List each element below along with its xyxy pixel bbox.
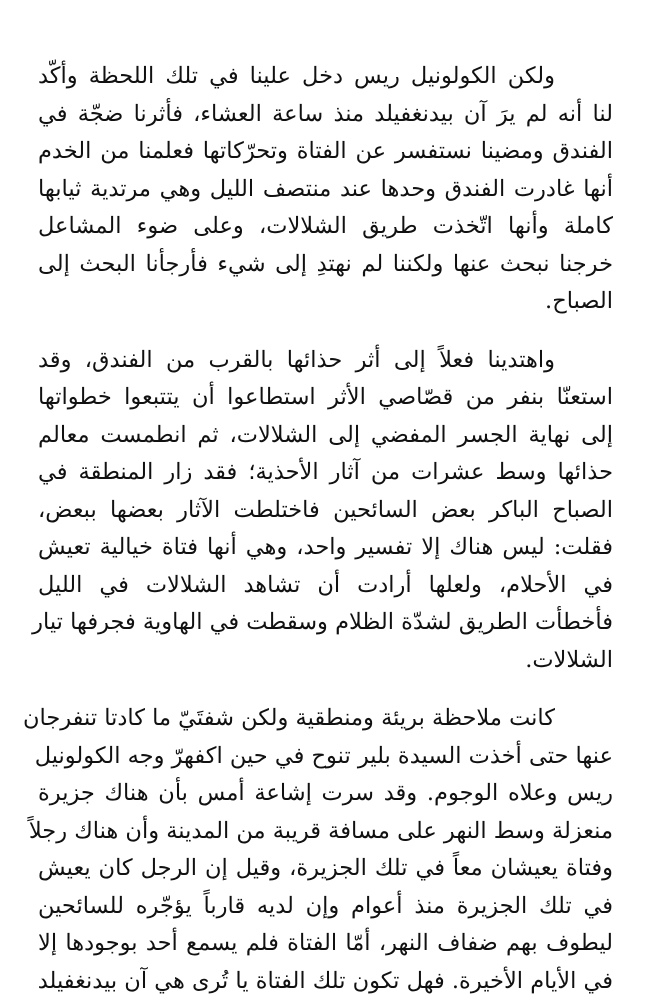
text-line: أنها غادرت الفندق وحدها عند منتصف الليل وهي مرتدية ثيابها <box>38 175 613 202</box>
text-line: كاملة وأنها اتّخذت طريق الشلالات، وعلى ضوء المشاعل <box>38 213 613 239</box>
paragraph-1 <box>38 58 613 321</box>
text-line: فأخطأت الطريق لشدّة الظلام وسقطت في الهاوية فجرفها تيار <box>32 609 613 635</box>
paragraph-3 <box>22 700 613 1000</box>
text-line: حذائها وسط عشرات من آثار الأحذية؛ فقد زار المنطقة في <box>38 459 613 485</box>
text-line: فقلت: ليس هناك إلا تفسير واحد، وهي أنها فتاة خيالية تعيش <box>38 534 613 560</box>
text-line: واهتدينا فعلاً إلى أثر حذائها بالقرب من الفندق، وقد <box>38 346 555 373</box>
text-line: عنها حتى أخذت السيدة بلير تنوح في حين اكفهرّ وجه الكولونيل <box>34 742 613 769</box>
text-line: استعنّا بنفر من قصّاصي الأثر استطاعوا أن يتتبعوا خطواتها <box>38 384 613 410</box>
text-line: ولكن الكولونيل ريس دخل علينا في تلك اللحظة وأكّد <box>38 63 555 89</box>
text-line: في الأيام الأخيرة. فهل تكون تلك الفتاة يا تُرى هي آن بيدنغفيلد <box>37 967 613 994</box>
text-line: ليطوف بهم ضفاف النهر، أمّا الفتاة فلم يسمع أحد بوجودها إلا <box>38 930 613 956</box>
text-line: الصباح. <box>545 288 613 314</box>
text-line: ريس وعلاه الوجوم. وقد سرت إشاعة أمس بأن هناك جزيرة <box>38 780 613 806</box>
text-line: خرجنا نبحث عنها ولكننا لم نهتدِ إلى شيء فأرجأنا البحث إلى <box>38 250 613 277</box>
text-line: منعزلة وسط النهر على مسافة قريبة من المدينة وأن هناك رجلاً <box>28 817 613 844</box>
text-line: الصباح الباكر بعض السائحين فاختلطت الآثار بعضها ببعض، <box>38 496 613 523</box>
text-line: في الأحلام، ولعلها أرادت أن تشاهد الشلالات في الليل <box>38 571 613 598</box>
text-line: كانت ملاحظة بريئة ومنطقية ولكن شفتَيّ ما كادتا تنفرجان <box>22 705 555 731</box>
text-line: وفتاة يعيشان معاً في تلك الجزيرة، وقيل إن الرجل كان يعيش <box>38 855 613 881</box>
text-line: إلى نهاية الجسر المفضي إلى الشلالات، ثم انطمست معالم <box>38 421 613 448</box>
text-line: في تلك الجزيرة منذ أعوام وإن لديه قارباً يؤجّره للسائحين <box>38 892 613 919</box>
text-line: الفندق ومضينا نستفسر عن الفتاة وتحرّكاتها فعلمنا من الخدم <box>38 138 613 164</box>
text-line: الشلالات. <box>525 646 613 673</box>
text-line: لنا أنه لم يرَ آن بيدنغفيلد منذ ساعة العشاء، فأثرنا ضجّة في <box>38 100 613 127</box>
paragraph-2 <box>32 342 613 680</box>
